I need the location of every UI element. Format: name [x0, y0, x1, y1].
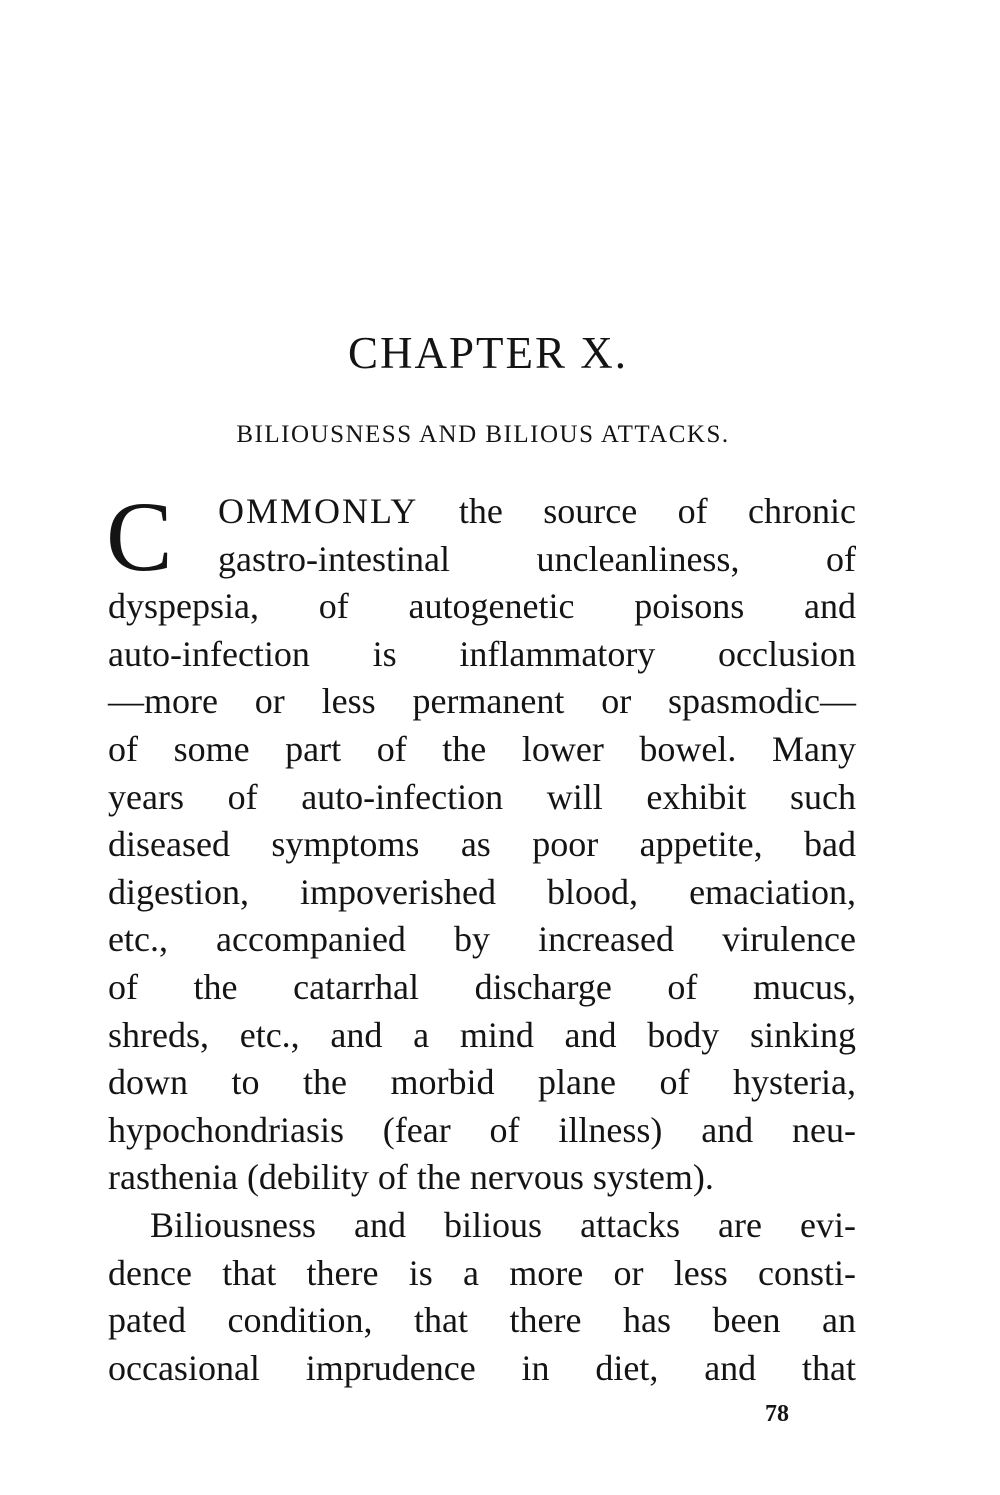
text-line: pated condition, that there has been an	[108, 1300, 856, 1341]
text-line: dence that there is a more or less consti-	[108, 1252, 856, 1293]
text-line: rasthenia (debility of the nervous system).	[108, 1157, 714, 1198]
page-number: 78	[765, 1401, 789, 1427]
chapter-subtitle: BILIOUSNESS AND BILIOUS ATTACKS.	[236, 421, 730, 448]
text-line: down to the morbid plane of hysteria,	[108, 1062, 856, 1103]
line-text: the source of chronic	[458, 491, 857, 531]
text-line	[108, 488, 856, 536]
text-line: occasional imprudence in diet, and that	[108, 1347, 856, 1388]
chapter-title: CHAPTER X.	[347, 328, 629, 378]
text-line: diseased symptoms as poor appetite, bad	[108, 824, 856, 865]
text-line: —more or less permanent or spasmodic—	[108, 681, 856, 722]
text-line: hypochondriasis (fear of illness) and neu-	[108, 1109, 856, 1150]
text-line: auto-infection is inflammatory occlusion	[108, 633, 856, 674]
text-line: shreds, etc., and a mind and body sinking	[108, 1014, 856, 1055]
text-line: of the catarrhal discharge of mucus,	[108, 966, 856, 1007]
lead-word: OMMONLY	[218, 491, 419, 531]
text-line: of some part of the lower bowel. Many	[108, 728, 856, 769]
text-line: Biliousness and bilious attacks are evi-	[150, 1204, 856, 1245]
text-line: dyspepsia, of autogenetic poisons and	[108, 586, 856, 627]
drop-cap: C	[106, 481, 173, 592]
text-line: years of auto-infection will exhibit such	[108, 776, 856, 817]
text-line: etc., accompanied by increased virulence	[108, 919, 856, 960]
text-line: gastro-intestinal uncleanliness, of	[218, 538, 856, 579]
text-line: digestion, impoverished blood, emaciation,	[108, 871, 856, 912]
body-text	[106, 481, 857, 1392]
